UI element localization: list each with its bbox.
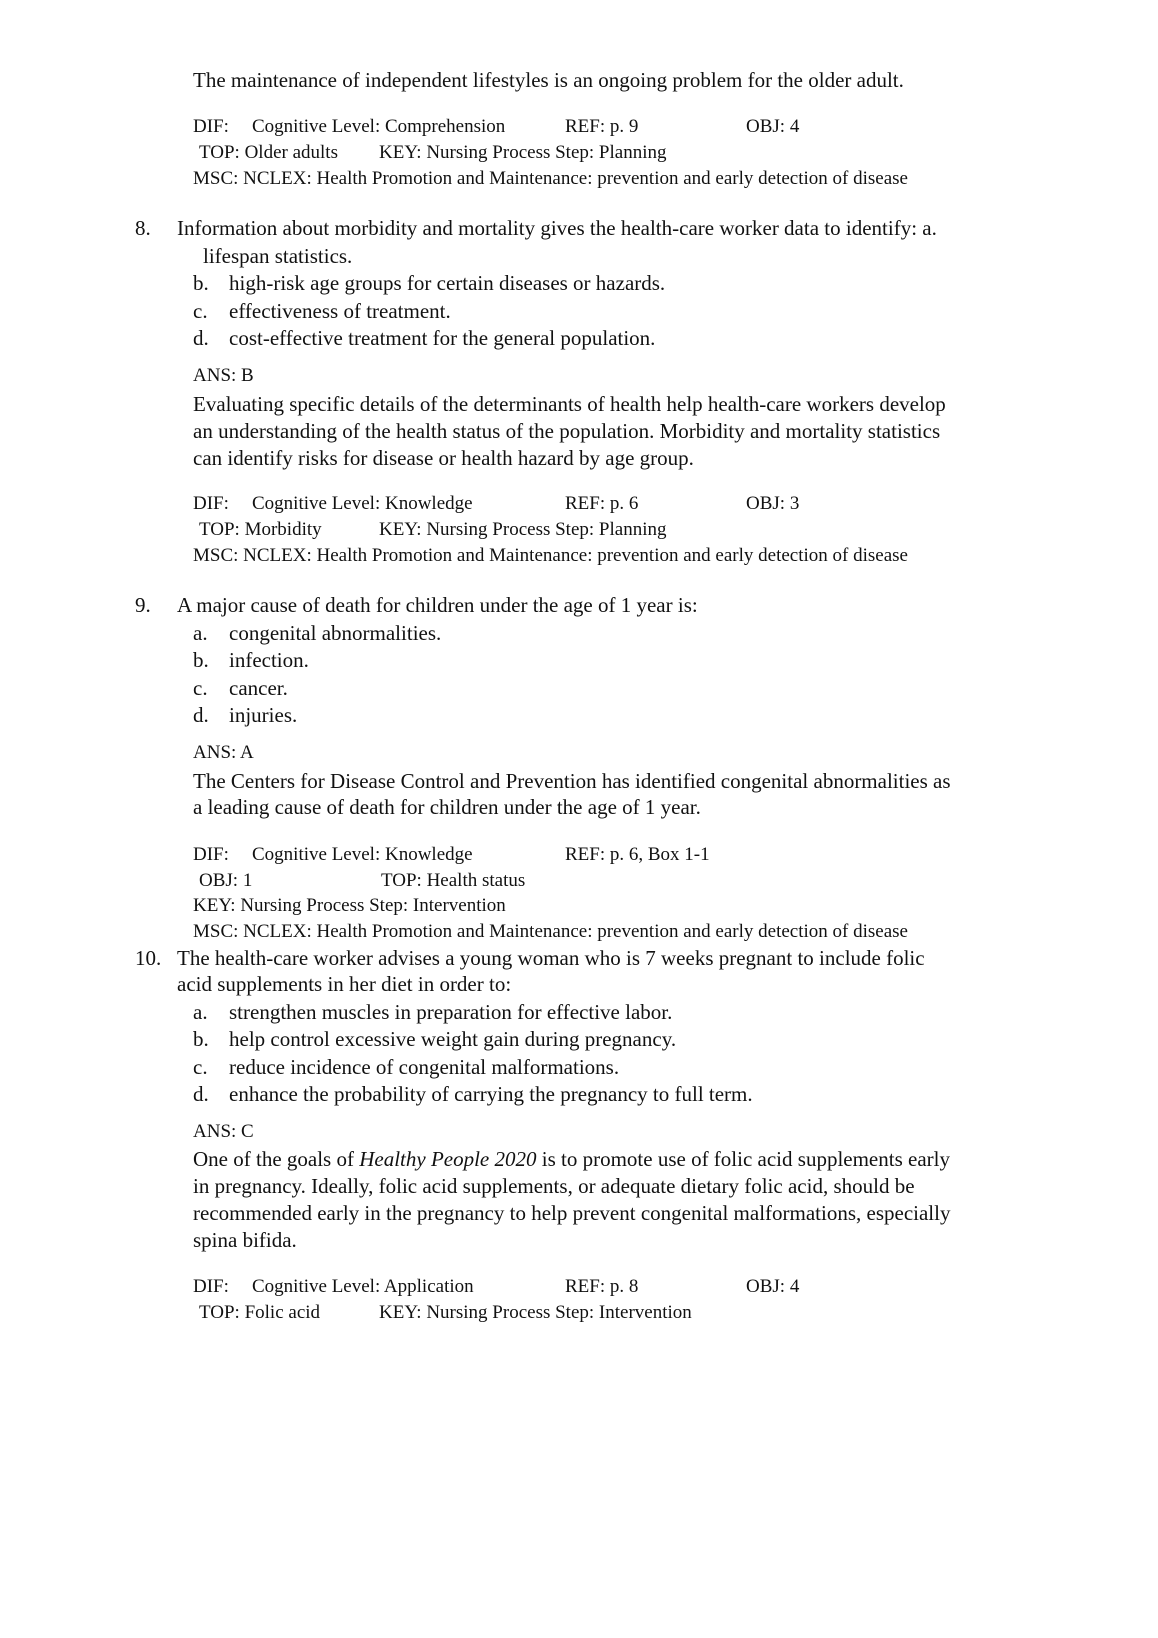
rationale-line — [193, 1146, 950, 1172]
key: KEY: Nursing Process Step: Planning — [379, 519, 667, 540]
option-text: cost-effective treatment for the general population. — [229, 326, 656, 350]
option-text: reduce incidence of congenital malformations. — [229, 1055, 620, 1079]
reference: REF: p. 6, Box 1-1 — [565, 844, 710, 865]
topic: TOP: Morbidity — [199, 519, 322, 540]
option-text: congenital abnormalities. — [229, 621, 442, 645]
rationale-line: spina bifida. — [193, 1228, 297, 1252]
rationale-line: a leading cause of death for children under the age of 1 year. — [193, 795, 701, 819]
dif-label: DIF: — [193, 844, 229, 865]
reference: REF: p. 9 — [565, 116, 639, 137]
question-number: 9. — [135, 593, 151, 617]
rationale-line: can identify risks for disease or health hazard by age group. — [193, 446, 694, 470]
msc: MSC: NCLEX: Health Promotion and Maintenance: prevention and early detection of disease — [193, 545, 908, 566]
rationale-line: an understanding of the health status of the population. Morbidity and mortality statistics — [193, 419, 941, 443]
cognitive-level: Cognitive Level: Application — [252, 1276, 474, 1297]
dif-label: DIF: — [193, 1276, 229, 1297]
option-letter: a. — [193, 621, 208, 645]
option-letter: a. — [193, 1000, 208, 1024]
cognitive-level: Cognitive Level: Comprehension — [252, 116, 506, 137]
question-stem: The health-care worker advises a young woman who is 7 weeks pregnant to include folic — [177, 946, 925, 970]
msc: MSC: NCLEX: Health Promotion and Maintenance: prevention and early detection of disease — [193, 168, 908, 189]
cognitive-level: Cognitive Level: Knowledge — [252, 844, 473, 865]
reference: REF: p. 8 — [565, 1276, 639, 1297]
option-text: help control excessive weight gain during pregnancy. — [229, 1027, 677, 1051]
topic: TOP: Older adults — [199, 142, 338, 163]
answer: ANS: C — [193, 1121, 254, 1142]
rationale-pre: One of the goals of — [193, 1147, 360, 1171]
option-text: effectiveness of treatment. — [229, 299, 451, 323]
option-letter: b. — [193, 1027, 209, 1051]
option-text: injuries. — [229, 703, 298, 727]
dif-label: DIF: — [193, 493, 229, 514]
cognitive-level: Cognitive Level: Knowledge — [252, 493, 473, 514]
rationale-text: The maintenance of independent lifestyles is an ongoing problem for the older adult. — [193, 68, 904, 92]
option-letter: d. — [193, 326, 209, 350]
dif-label: DIF: — [193, 116, 229, 137]
question-stem-cont: acid supplements in her diet in order to: — [177, 972, 512, 996]
topic: TOP: Folic acid — [199, 1302, 321, 1323]
question-number: 8. — [135, 216, 151, 240]
option-text: cancer. — [229, 676, 288, 700]
reference: REF: p. 6 — [565, 493, 639, 514]
rationale-line: in pregnancy. Ideally, folic acid supplements, or adequate dietary folic acid, should be — [193, 1174, 915, 1198]
option-text: infection. — [229, 648, 309, 672]
option-letter: d. — [193, 703, 209, 727]
question-stem: Information about morbidity and mortality gives the health-care worker data to identify: a. — [177, 216, 937, 240]
option-a-text: lifespan statistics. — [203, 244, 353, 268]
msc: MSC: NCLEX: Health Promotion and Maintenance: prevention and early detection of disease — [193, 921, 908, 942]
key: KEY: Nursing Process Step: Intervention — [193, 895, 506, 916]
objective: OBJ: 1 — [199, 870, 253, 891]
key: KEY: Nursing Process Step: Planning — [379, 142, 667, 163]
option-letter: c. — [193, 676, 208, 700]
option-text: high-risk age groups for certain diseases or hazards. — [229, 271, 666, 295]
objective: OBJ: 4 — [746, 1276, 800, 1297]
objective: OBJ: 3 — [746, 493, 800, 514]
question-stem: A major cause of death for children under the age of 1 year is: — [177, 593, 698, 617]
answer: ANS: B — [193, 365, 254, 386]
option-letter: b. — [193, 648, 209, 672]
key: KEY: Nursing Process Step: Intervention — [379, 1302, 692, 1323]
option-text: strengthen muscles in preparation for effective labor. — [229, 1000, 673, 1024]
rationale-post: is to promote use of folic acid supplements early — [536, 1147, 950, 1171]
option-letter: b. — [193, 271, 209, 295]
option-letter: c. — [193, 299, 208, 323]
question-number: 10. — [135, 946, 162, 970]
topic: TOP: Health status — [381, 870, 526, 891]
rationale-italic-title: Healthy People 2020 — [359, 1147, 537, 1171]
option-letter: d. — [193, 1082, 209, 1106]
objective: OBJ: 4 — [746, 116, 800, 137]
option-letter: c. — [193, 1055, 208, 1079]
rationale-line: recommended early in the pregnancy to help prevent congenital malformations, especially — [193, 1201, 951, 1225]
option-text: enhance the probability of carrying the pregnancy to full term. — [229, 1082, 753, 1106]
rationale-line: Evaluating specific details of the determinants of health help health-care workers develop — [193, 392, 946, 416]
rationale-line: The Centers for Disease Control and Prevention has identified congenital abnormalities as — [193, 769, 951, 793]
answer: ANS: A — [193, 742, 254, 763]
